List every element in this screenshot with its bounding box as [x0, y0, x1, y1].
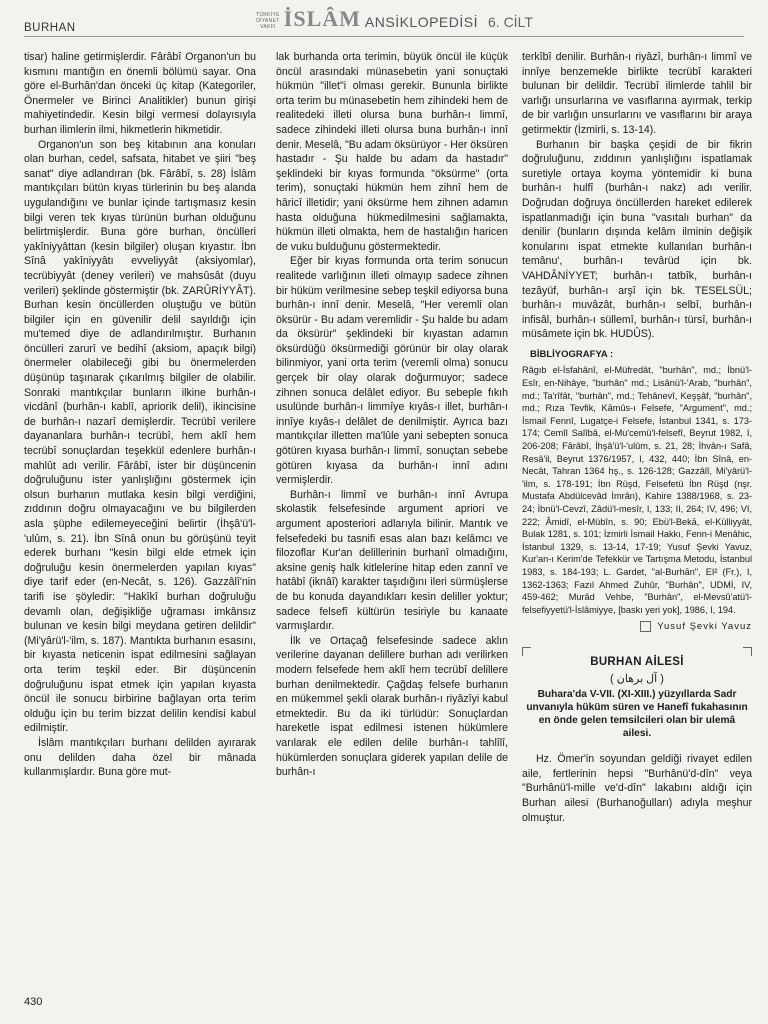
page-header [24, 8, 744, 34]
paragraph: İlk ve Ortaçağ felsefesinde sadece aklın verilerine dayanan delillere burhan adı verilirken modern felsefede hem aklî hem tecrübî delillere burhan denilmektedir. Çağdaş felsefe burhanın en mükemmel şekli olarak burhân-ı riyâzîyi kabul etmektedir. Bu da iki türlüdür: Sonuçlardan hareketle ispat edilmesi istenen hükümlere varılarak ele edilen delile burhân-ı tahlîlî, hükümlerden sonuçlara giderek yapılan delile de burhân-ı [276, 634, 508, 779]
column-2 [276, 50, 508, 780]
paragraph: Eğer bir kıyas formunda orta terim sonucun realitede varlığının illeti olmayıp sadece zihnen bir hüküm verilmesine sebep teşkil ediyorsa buna burhân-ı innî denir. Meselâ, "Her veremli olan öksürür - Bu adam veremlidir - Şu halde bu adam da öksürür" şeklindeki bir kıyastan adamın öksürdüğü öksürmediği görünür bir olay olarak bilinmiyor, yani orta terim (veremli olma) sonucu gerçek bir olay olarak doğurmuyor; sadece zihnen sonuca delâlet ediyor. Bu sebeple fıkıh usulünde burhân-ı limmîye kıyâs-ı illet, burhân-ı innîye kıyâs-ı delâlet de denilmiştir. Ayrıca bazı mantıkçılar illetten ma'lûle yani sebepten sonuca götüren kıyasa burhân-ı limmî, sonuçtan sebebe götüren kıyasa da burhân-ı innî adını vermişlerdir. [276, 255, 508, 487]
author-signature [522, 620, 752, 635]
bibliography-heading: BİBLİYOGRAFYA : [530, 348, 614, 360]
paragraph: Burhanın bir başka çeşidi de bir fikrin doğruluğunu, zıddının yanlışlığını ispatlamak suretiyle ortaya koyma yöntemidir ki buna burhân-ı hulfî (burhân-ı nakz) adı verilir. Doğrudan doğruya öncüllerden hareket edilerek ispatlanmadığı için buna "vasıtalı burhan" da denilir (bunların dışında kelâm ilminin değişik konularını ispat etmekte kullanılan burhân-ı temânu', burhân-ı tevârüd için bk. VAHDÂNİYYET; burhân-ı tatbîk, burhân-ı tezâyüf, burhân-ı arşî için bk. TESELSÜL; burhân-ı muvâzât, burhân-ı selbî, burhân-ı infisâl, burhân-ı süllemî, burhân-ı türsî, burhân-ı müsâmete için bk. HUDÛS). [522, 138, 752, 341]
volume-label: 6. CİLT [488, 14, 533, 30]
article-title: BURHAN AİLESİ [590, 655, 684, 668]
next-article-heading [522, 647, 752, 746]
logo-islam: İSLÂM [283, 6, 361, 31]
paragraph: lak burhanda orta terimin, büyük öncül ile küçük öncül arasındaki münasebetin yani sonuçtaki hükmün "illet"i olması gerekir. Bununla birlikte orta terim bu münasebetin hem zihindeki hem de realitedeki illeti olursa buna burhân-ı limmî, sadece zihindeki illeti olursa buna burhân-ı innî denir. Meselâ, "Bu adam öksürüyor - Her öksüren hastadır - Şu halde bu adam da hastadır" şeklindeki bir kıyas formunda "öksürme" (orta terim), sonuçtaki hükmün hem zihnî hem de hâricî illetidir; yani öksürme hem zihnen adamın hasta olduğuna hükmedilmesini sağlamakta, hükmün illeti olmakta, hem de hastalığın haricen de vuku bulduğunu göstermektedir. [276, 51, 508, 253]
article-subtitle: Buhara'da V-VII. (XI-XIII.) yüzyıllarda Sadr unvanıyla hüküm süren ve Hanefî fukahasının en önde gelen temsilcileri olan bir ulemâ ailesi. [526, 689, 748, 740]
logo-ansiklopedisi: ANSİKLOPEDİSİ [364, 14, 478, 30]
running-head: BURHAN [24, 22, 76, 34]
paragraph: Burhân-ı limmî ve burhân-ı innî Avrupa skolastik felsefesinde argument apriori ve argument aposteriori adlarıyla bilinir. Mantık ve felsefedeki bu tasnifi esas alan bazı kelâmcı ve filozoflar Kur'an delillerinin burhanî olmadığını, aksine geniş halk kitlelerine hitap eden zannî ve hatâbî (iknâî) karakter taşıdığını ileri sürmüşlerse de bu konuda dayandıkları kesin deliller yoktur; sadece felsefî kültürün tesiriyle bu kanaate varmışlardır. [276, 488, 508, 633]
paragraph: tisar) haline getirmişlerdir. Fârâbî Organon'un bu kısmını mantığın en önemli bölümü sayar. Ona göre el-Burhân'dan önceki üç kitap (Kategoriler, Önermeler ve Birinci Analitikler) bunun girişi mahiyetindedir. Kesin bilgi vermesi dolayısıyla burhan ilimlerin ilmi, hikmetlerin hikmetidir. [24, 51, 256, 136]
column-1 [24, 50, 256, 780]
page-number: 430 [24, 996, 43, 1008]
encyclopedia-logo [256, 8, 533, 30]
header-rule [24, 36, 744, 37]
bibliography: Râgıb el-İsfahânî, el-Müfredât, "burhân", md.; İbnü'l-Esîr, en-Nihâye, "burhân" md.; Lisânü'l-'Arab, "burhân", md.; Ta'rîfât, "burhân", md.; Tehânevî, Keşşâf, "burhân", md.; Rıza Tevfik, Kāmûs-ı Felsefe, "Argument", md.; İsmail Fennî, Lugatçe-i Felsefe, İstanbul 1341, s. 173-174; Cemîl Salîbâ, el-Mu'cemü'l-felsefî, Beyrut 1982, I, 206-208; Fârâbî, İhşâ'ü'l-'ulûm, s. 21, 28; İhvân-ı Safâ, Resâ'il, Beyrut 1376/1957, I, 432, 440; İbn Sînâ, en-Necât, Tahran 1364 hş., s. 126-128; Gazzâlî, Mi'yârü'l-'ilm, s. 178-191; İbn Rüşd, Felsefetü İbn Rüşd (nşr. Mustafa Abdülcevâd İmrân), Kahire 1388/1968, s. 23-24; İbnü'l-Cevzî, Zâdü'l-mesîr, I, 133; II, 264; IV, 496; VI, 222; Âmidî, el-Mübîn, s. 90; Ebü'l-Bekā, el-Külliyyât, Bulak 1281, s. 101; İzmirli İsmail Hakkı, Fenn-i Menâhic, İstanbul 1329, s. 13-14, 17-19; Yusuf Şevki Yavuz, Kur'an-ı Kerim'de Tefekkür ve Tartışma Metodu, İstanbul 1983, s. 184-193; L. Gardet, "al-Burhān", EI² (Fr.), I, 1362-1363; Fazıl Ahmed Zuhûr, "Burhân", UDMİ, IV, 459-462; Murâd Vehbe, "Burhân", el-Mevsû'atü'l-felsefiyyetü'l-İslâmiyye, [baskı yeri yok], 1986, I, 194. [522, 365, 752, 615]
article-arabic-title: ( آل برهان ) [610, 672, 664, 685]
column-3 [522, 50, 752, 825]
paragraph: terkîbî denilir. Burhân-ı riyâzî, burhân-ı limmî ve innîye benzemekle birlikte tecrübî karakteri bulunan bir delildir. Tecrübî ilimlerde tahlil bir varlığı unsurlarına ve vasıflarına ayırmak, terkip de bir varlığın unsurlarını ve vasıflarını bir araya getirmektir (İzmirli, s. 13-14). [522, 51, 752, 136]
author-name: Yusuf Şevki Yavuz [657, 621, 752, 633]
paragraph: Hz. Ömer'in soyundan geldiği rivayet edilen aile, fertlerinin hepsi "Burhânü'd-dîn" veya "Burhânü'l-mille ve'd-dîn" lakabını aldığı için Burhan ailesi (Burhanoğulları) adıyla meşhur olmuştur. [522, 753, 752, 824]
paragraph: Organon'un son beş kitabının ana konuları olan burhan, cedel, safsata, hitabet ve şiiri "beş sanat" diye adlandıran (bk. Fârâbî, s. 28) İslâm mantıkçıları bütün kıyas türlerinin bu beş alanda uygulandığını ve bunlar içinde tartışmasız kesin bilgi veren tek kıyas türünün burhan olduğunu belirtmişlerdir. Buna göre burhan, öncülleri yakîniyyâttan (kesin bilgiler) oluşan kıyastır. İbn Sînâ yakîniyyâtı evveliyyât (aksiyomlar), tecrübiyyât (deney verileri) ve mahsûsât (duyu verileri) şeklinde göstermiştir (bk. ZARÛRİYYÂT). Burhan kesin öncüllerden oluştuğu ve bütün bilgiler için en güvenilir delil sayıldığı için mu'temed diye de adlandırılmıştır. Burhanın öncülleri zarurî ve bedihî (aksiom, apaçık bilgi) önermeler olabileceği gibi bu önermelerden düşünüp taşınarak çıkarılmış bilgiler de olabilir. Sonraki mantıkçılar bunların ilkine burhân-ı vicdânî (burhân-ı kablî, apriorik delil), ikincisine de burhân-ı nazarî demişlerdir. Tecrübî verilere dayananlara burhân-ı tecrübî, hem aklî hem tecrübî sonuçlardan teşekkül edenlere burhân-ı mahlût adı verilir. Fârâbî, ister bir düşüncenin doğruluğunu ister yanlışlığını göstermek için olsun burhanın mutlaka kesin bilgi verdiğini, zıddının doğru olmayacağını ve bu bilgilerden asla şüphe edilemeyeceğini belirtir (İhşâ'ü'l-'ulûm, s. 21). İbn Sînâ onun bu görüşünü teyit ederek burhanı "kesin bilgi elde etmek için doğruluğu kesin önermelerden yapılan kıyas" diye tarif eder (en-Necât, s. 126). Gazzâlî'nin tarifi ise şöyledir: "Hakîkî burhan doğruluğu devamlı olan, değişikliğe uğraması imkânsız bulunan ve kesin bilgi meydana getiren delildir" (Mi'yârü'l-'ilm, s. 187). Mantıkta burhanın esasını, bir kıyasta neticenin ispat edilmesini sağlayan orta terim teşkil eder. Bir düşüncenin doğruluğunu ispat etmek için yapılan kıyasta öncül ile sonucu birbirine bağlayan orta terim olduğu için bu terim bizzat delilin kendisi kabul edilmiştir. [24, 138, 256, 735]
corner-bracket-icon [743, 647, 752, 656]
square-icon [640, 621, 651, 632]
corner-bracket-icon [522, 647, 531, 656]
logo-publisher: TÜRKİYE DİYANET VAKFI [256, 12, 280, 30]
paragraph: İslâm mantıkçıları burhanı delilden ayırarak onu delilden daha özel bir mânada kullanmışlardır. Buna göre mut- [24, 736, 256, 779]
